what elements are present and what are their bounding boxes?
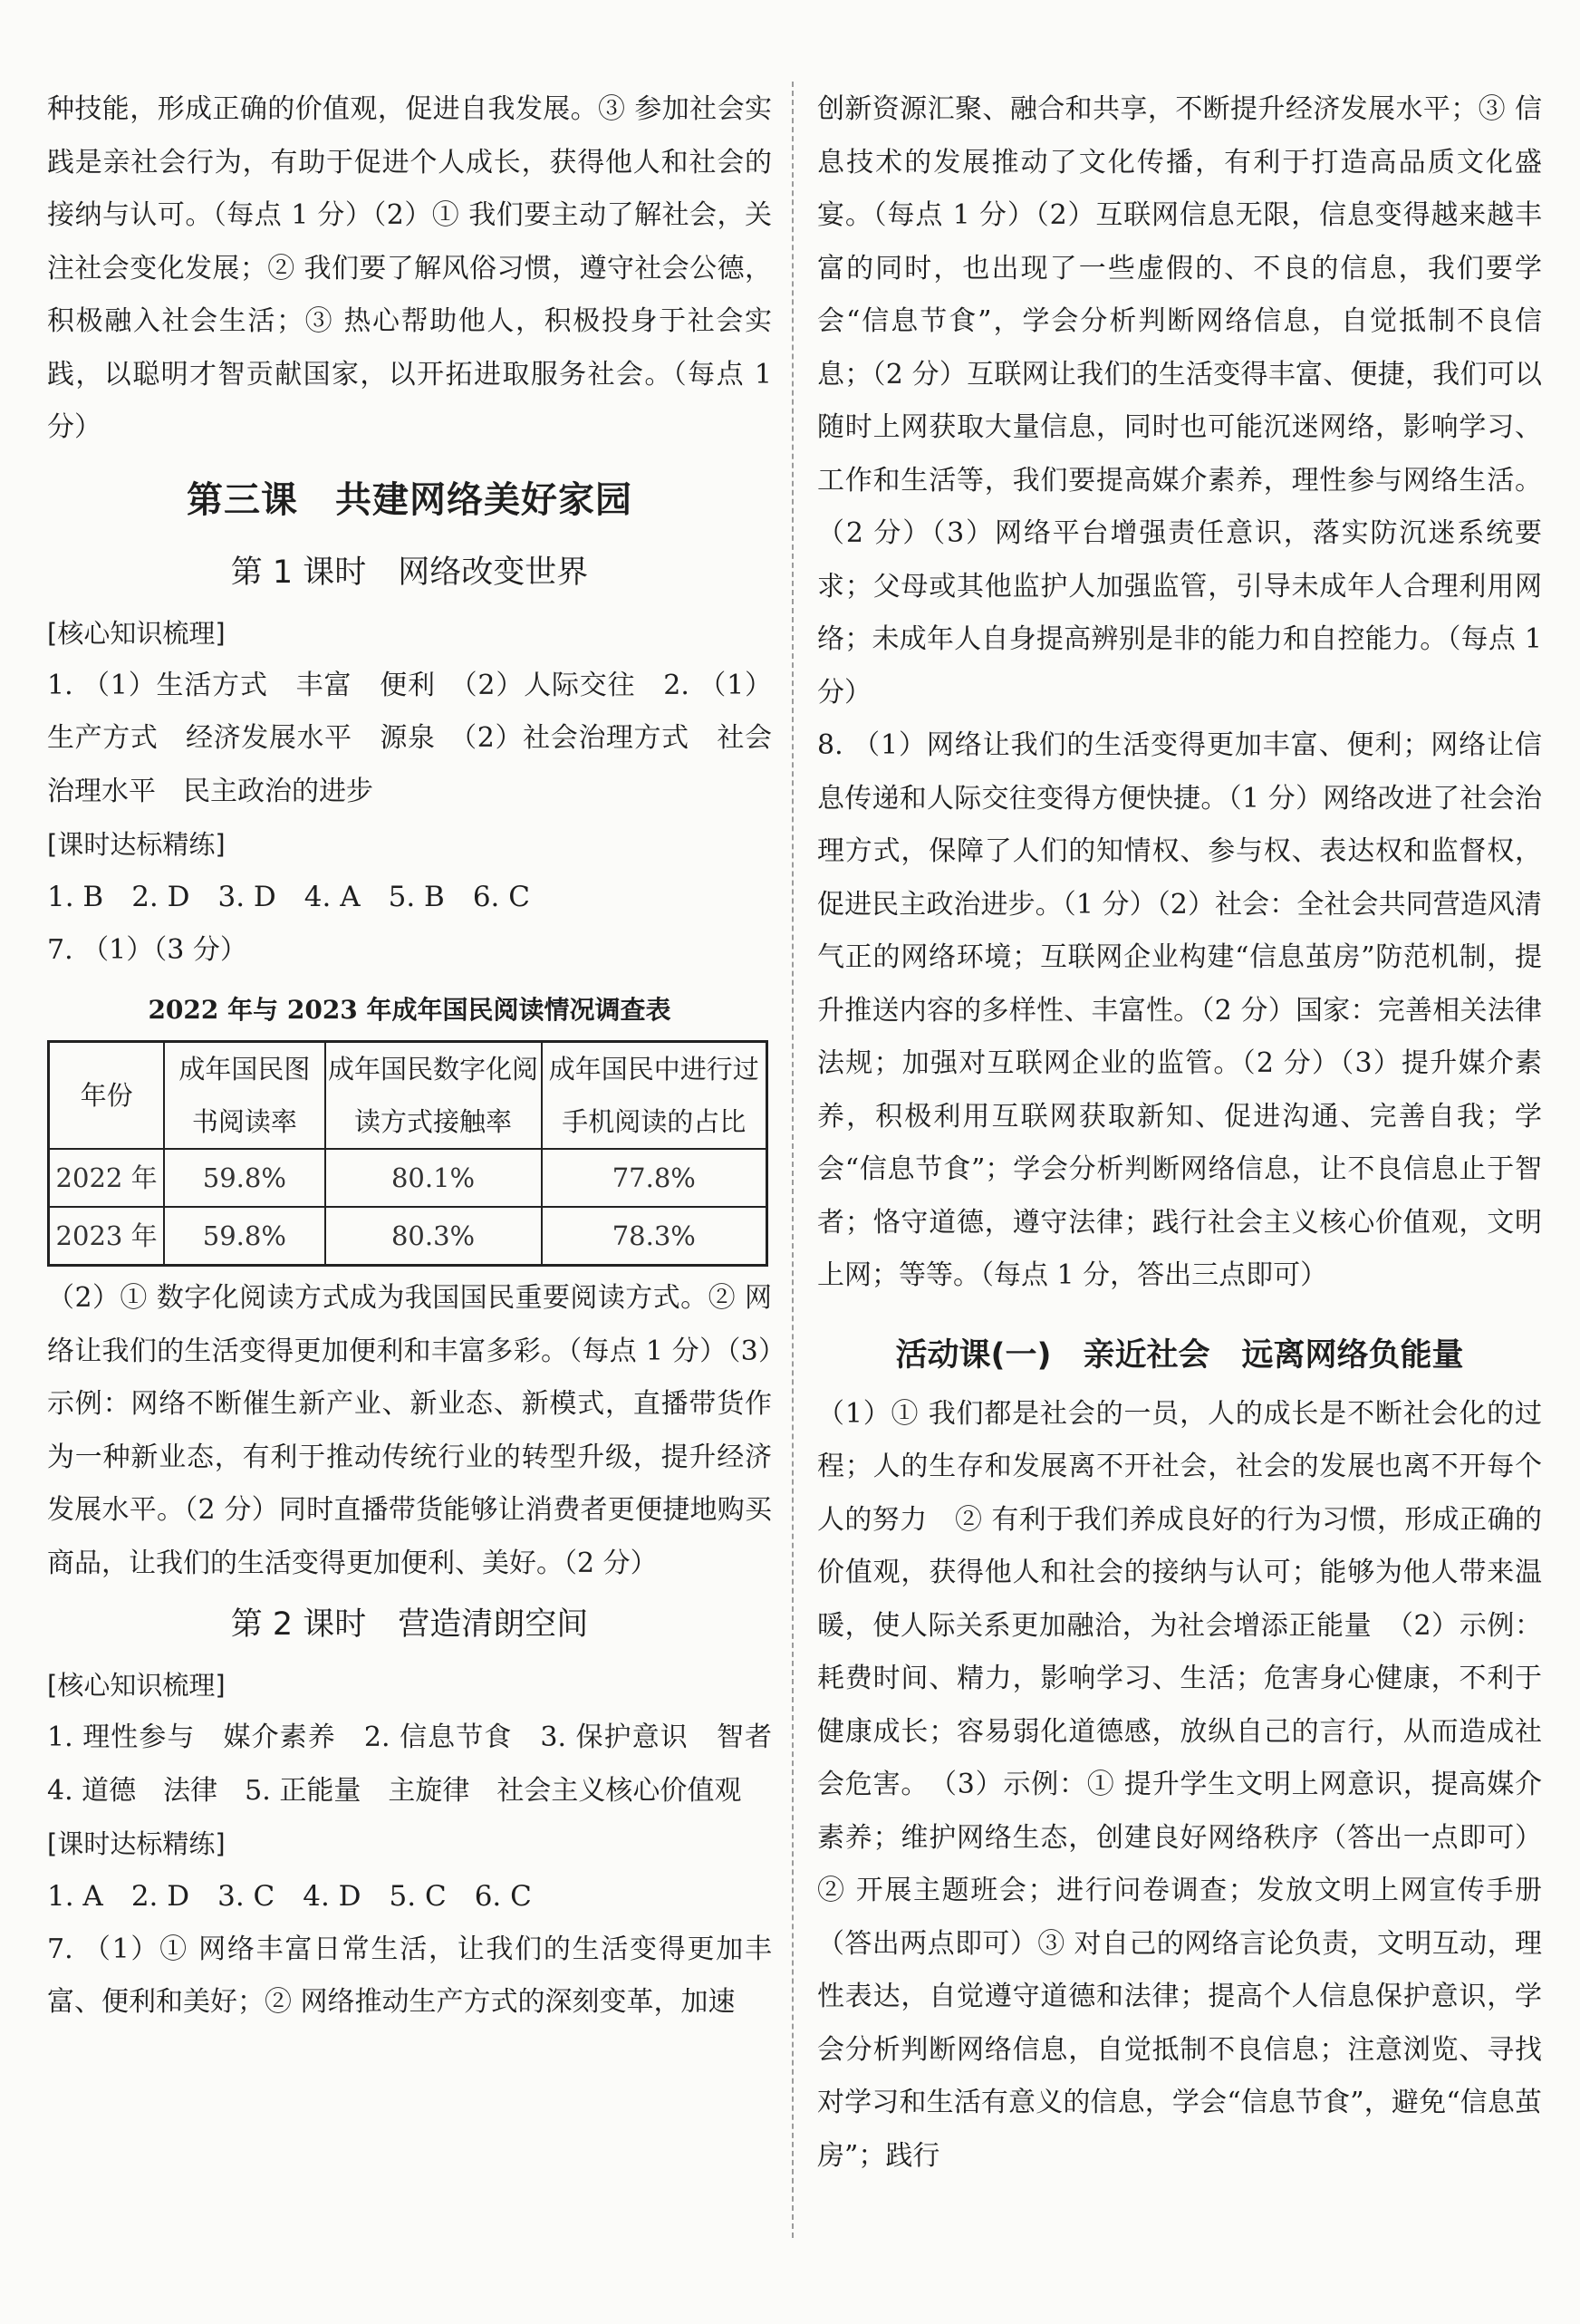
choice-answers: 1. A 2. D 3. C 4. D 5. C 6. C	[47, 1880, 532, 1913]
question-7-intro: 7. （1）（3 分）	[47, 933, 247, 966]
left-column	[47, 83, 799, 2030]
practice-tag: [ 课时达标精练 ]	[47, 825, 226, 863]
question-7-start: 7. （1）① 网络丰富日常生活，让我们的生活变得更加丰富、便利和美好；② 网络推动生产方式的深刻变革，加速	[47, 1933, 772, 2018]
table-cell: 59.8%	[164, 1207, 324, 1266]
table-cell: 2023 年	[49, 1207, 165, 1266]
table-header: 成年国民中进行过手机阅读的占比	[542, 1042, 767, 1150]
knowledge-text: 1. 理性参与 媒介素养 2. 信息节食 3. 保护意识 智者 4. 道德 法律 5. 正能量 主旋律 社会主义核心价值观	[47, 1721, 799, 1807]
practice-tag: [ 课时达标精练 ]	[47, 1825, 226, 1863]
table-header: 成年国民图书阅读率	[164, 1042, 324, 1150]
table-cell: 59.8%	[164, 1149, 324, 1207]
table-cell: 77.8%	[542, 1149, 767, 1207]
table-title: 2022 年与 2023 年成年国民阅读情况调查表	[148, 995, 671, 1025]
table-cell: 80.1%	[325, 1149, 542, 1207]
table-row	[49, 1149, 767, 1207]
period-2-title: 第 2 课时 营造清朗空间	[230, 1606, 589, 1643]
table-cell: 78.3%	[542, 1207, 767, 1266]
column-divider	[792, 82, 794, 2238]
activity-title: 活动课(一) 亲近社会 远离网络负能量	[895, 1336, 1464, 1374]
reading-survey-table	[47, 1040, 768, 1267]
question-7-answer: （2）① 数字化阅读方式成为我国国民重要阅读方式。② 网络让我们的生活变得更加便利和丰富多彩。（每点 1 分）（3）示例：网络不断催生新产业、新业态、新模式，直播带货作为一种新业态，有利于推动传统行业的转型升级，提升经济发展水平。（2 分）同时直播带货能够让消费者更便捷地购买商品，让我们的生活变得更加便利、美好。（2 分）	[47, 1282, 772, 1579]
intro-paragraph: 种技能，形成正确的价值观，促进自我发展。③ 参加社会实践是亲社会行为，有助于促进个人成长，获得他人和社会的接纳与认可。（每点 1 分）（2）① 我们要主动了解社会，关注社会变化发展；② 我们要了解风俗习惯，遵守社会公德，积极融入社会生活；③ 热心帮助他人，积极投身于社会实践，以聪明才智贡献国家，以开拓进取服务社会。（每点 1 分）	[47, 93, 772, 443]
table-row	[49, 1207, 767, 1266]
table-header: 成年国民数字化阅读方式接触率	[325, 1042, 542, 1150]
knowledge-tag: [ 核心知识梳理 ]	[47, 614, 226, 652]
knowledge-tag: [ 核心知识梳理 ]	[47, 1666, 226, 1704]
table-header-row	[49, 1042, 767, 1150]
continuation-paragraph: 创新资源汇聚、融合和共享，不断提升经济发展水平；③ 信息技术的发展推动了文化传播，有利于打造高品质文化盛宴。（每点 1 分）（2）互联网信息无限，信息变得越来越丰富的同时，也出现了一些虚假的、不良的信息，我们要学会“信息节食”，学会分析判断网络信息，自觉抵制不良信息；（2 分）互联网让我们的生活变得丰富、便捷，我们可以随时上网获取大量信息，同时也可能沉迷网络，影响学习、工作和生活等，我们要提高媒介素养，理性参与网络生活。（2 分）（3）网络平台增强责任意识，落实防沉迷系统要求；父母或其他监护人加强监管，引导未成年人合理利用网络；未成年人自身提高辨别是非的能力和自控能力。（每点 1 分）	[817, 93, 1542, 709]
choice-answers: 1. B 2. D 3. D 4. A 5. B 6. C	[47, 881, 530, 913]
table-header: 年份	[49, 1042, 165, 1150]
table-cell: 80.3%	[325, 1207, 542, 1266]
knowledge-text: 1. （1）生活方式 丰富 便利 （2）人际交往 2. （1）生产方式 经济发展水平 源泉 （2）社会治理方式 社会治理水平 民主政治的进步	[47, 669, 772, 807]
lesson-title: 第三课 共建网络美好家园	[187, 478, 632, 521]
period-1-title: 第 1 课时 网络改变世界	[230, 554, 589, 591]
question-8-answer: 8. （1）网络让我们的生活变得更加丰富、便利；网络让信息传递和人际交往变得方便快捷。（1 分）网络改进了社会治理方式，保障了人们的知情权、参与权、表达权和监督权，促进民主政治进步。（1 分）（2）社会：全社会共同营造风清气正的网络环境；互联网企业构建“信息茧房”防范机制，提升推送内容的多样性、丰富性。（2 分）国家：完善相关法律法规；加强对互联网企业的监管。（2 分）（3）提升媒介素养，积极利用互联网获取新知、促进沟通、完善自我；学会“信息节食”；学会分析判断网络信息，让不良信息止于智者；恪守道德，遵守法律；践行社会主义核心价值观，文明上网；等等。（每点 1 分，答出三点即可）	[817, 729, 1542, 1291]
table-cell: 2022 年	[49, 1149, 165, 1207]
activity-answer: （1）① 我们都是社会的一员，人的成长是不断社会化的过程；人的生存和发展离不开社会，社会的发展也离不开每个人的努力 ② 有利于我们养成良好的行为习惯，形成正确的价值观，获得他人和社会的接纳与认可；能够为他人带来温暖，使人际关系更加融洽，为社会增添正能量 （2）示例：耗费时间、精力，影响学习、生活；危害身心健康，不利于健康成长；容易弱化道德感，放纵自己的言行，从而造成社会危害。 （3）示例：① 提升学生文明上网意识，提高媒介素养；维护网络生态，创建良好网络秩序（答出一点即可）② 开展主题班会；进行问卷调查；发放文明上网宣传手册（答出两点即可）③ 对自己的网络言论负责，文明互动，理性表达，自觉遵守道德和法律；提高个人信息保护意识，学会分析判断网络信息，自觉抵制不良信息；注意浏览、寻找对学习和生活有意义的信息，学会“信息节食”，避免“信息茧房”；践行	[817, 1397, 1542, 2172]
right-column	[817, 83, 1542, 2183]
